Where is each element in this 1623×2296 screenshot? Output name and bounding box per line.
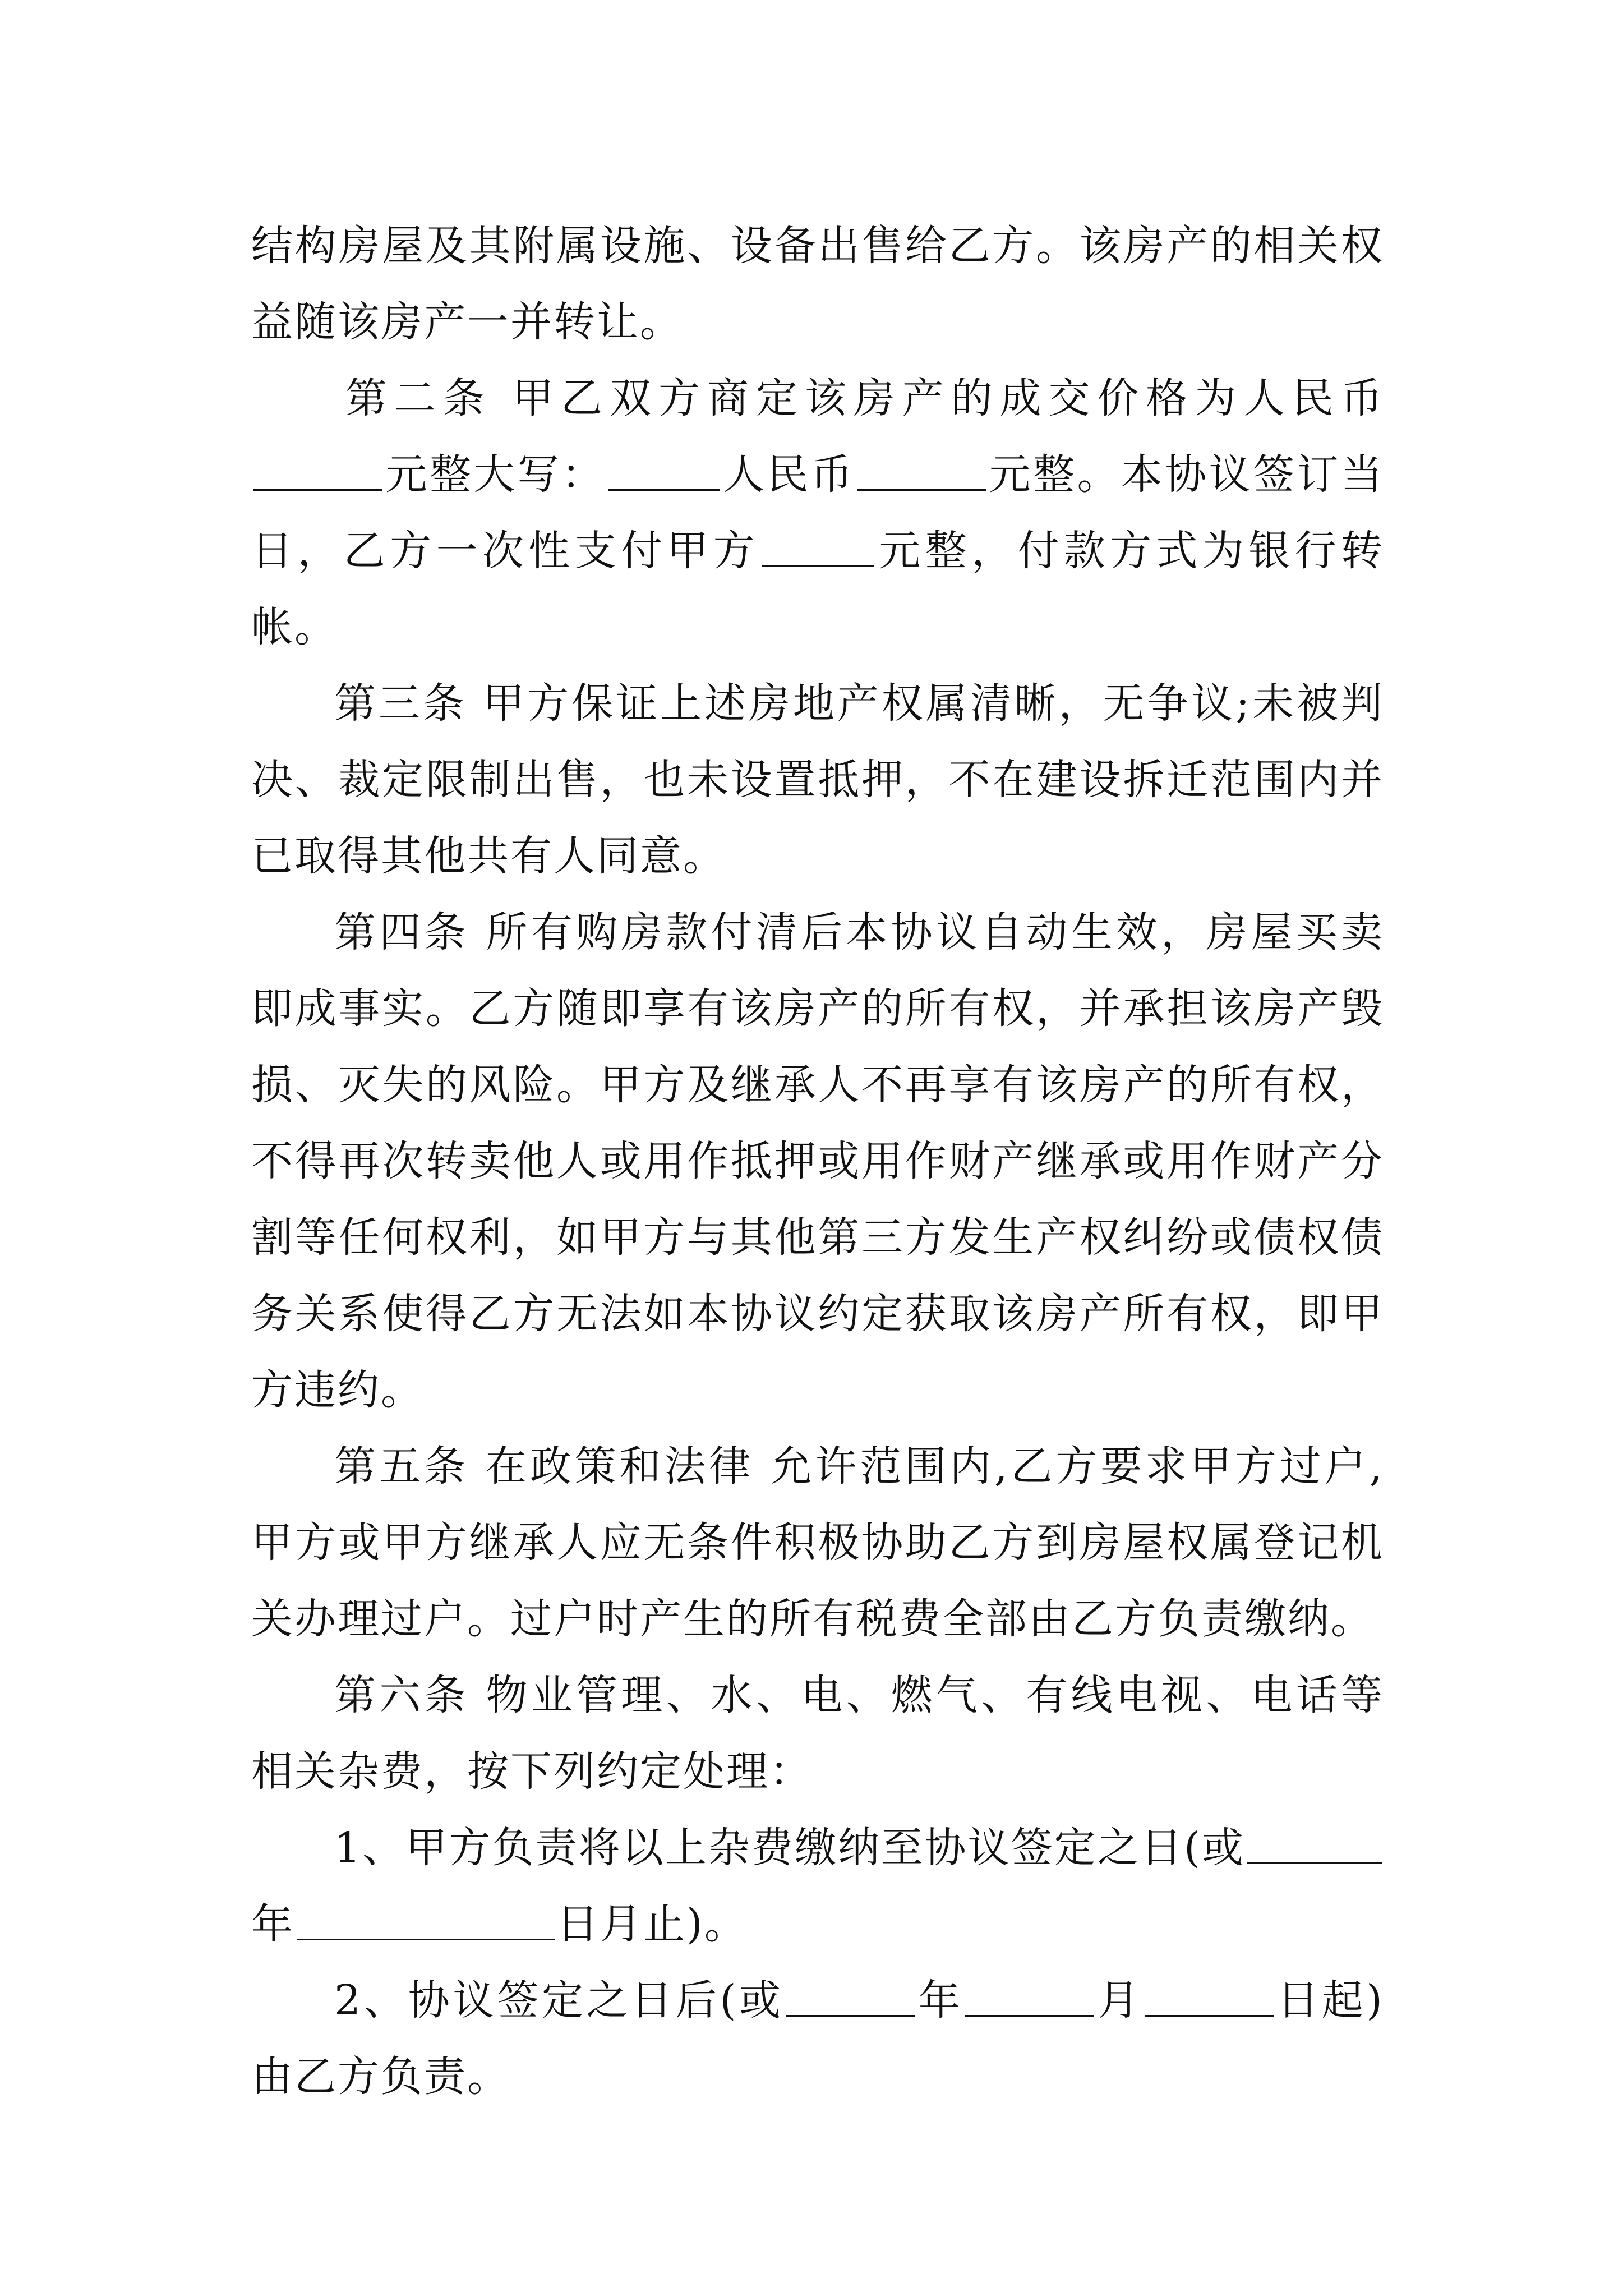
article-2-text-b: 元整大写： xyxy=(385,450,606,499)
article-2-text-e: 元整，付款方式为银行转帐。 xyxy=(251,527,1384,651)
article-2 xyxy=(251,360,1384,665)
price-blank-uppercase[interactable] xyxy=(608,449,720,491)
article-6: 第六条 物业管理、水、电、燃气、有线电视、电话等相关杂费，按下列约定处理： xyxy=(251,1671,1384,1796)
item-2-text-b: 年 xyxy=(917,1976,963,2024)
item-1-date-blank[interactable] xyxy=(297,1898,555,1940)
article-4: 第四条 所有购房款付清后本协议自动生效，房屋买卖即成事实。乙方随即享有该房产的所有权，并承担该房产毁损、灭失的风险。甲方及继承人不再享有该房产的所有权，不得再次转卖他人或用作抵押或用作财产继承或用作财产分割等任何权利，如甲方与其他第三方发生产权纠纷或债权债务关系使得乙方无法如本协议约定获取该房产所有权，即甲方违约。 xyxy=(251,908,1384,1414)
payment-blank[interactable] xyxy=(762,525,874,567)
item-2-text-d: 日起)由乙方负责。 xyxy=(251,1976,1385,2101)
item-1-text-b: 年 xyxy=(251,1900,294,1948)
item-2 xyxy=(251,1962,1384,2115)
item-2-day-blank[interactable] xyxy=(1145,1975,1274,2017)
item-1-year-blank[interactable] xyxy=(1247,1822,1382,1864)
article-2-text-d: 元整。本协议签订当日，乙方一次性支付甲方 xyxy=(251,450,1385,575)
item-2-text-c: 月 xyxy=(1096,1976,1142,2024)
item-1 xyxy=(251,1810,1384,1962)
item-1-text-c: 日月止)。 xyxy=(557,1900,748,1948)
article-3: 第三条 甲方保证上述房地产权属清晰，无争议;未被判决、裁定限制出售，也未设置抵押，不在建设拆迁范围内并已取得其他共有人同意。 xyxy=(251,679,1384,880)
item-2-year-blank[interactable] xyxy=(786,1975,915,2017)
item-2-month-blank[interactable] xyxy=(965,1975,1094,2017)
item-1-text-a: 1、甲方负责将以上杂费缴纳至协议签定之日(或 xyxy=(334,1824,1245,1872)
article-2-text-a: 第二条 甲乙双方商定该房产的成交价格为人民币 xyxy=(345,374,1384,422)
price-blank-2[interactable] xyxy=(857,449,986,491)
document-body xyxy=(251,208,1384,2115)
paragraph-property-transfer: 结构房屋及其附属设施、设备出售给乙方。该房产的相关权益随该房产一并转让。 xyxy=(251,222,1384,346)
price-blank-1[interactable] xyxy=(253,449,382,491)
article-2-text-c: 人民币 xyxy=(722,450,855,499)
item-2-text-a: 2、协议签定之日后(或 xyxy=(334,1976,784,2024)
article-5: 第五条 在政策和法律 允许范围内,乙方要求甲方过户,甲方或甲方继承人应无条件积极协助乙方到房屋权属登记机关办理过户。过户时产生的所有税费全部由乙方负责缴纳。 xyxy=(251,1442,1384,1643)
